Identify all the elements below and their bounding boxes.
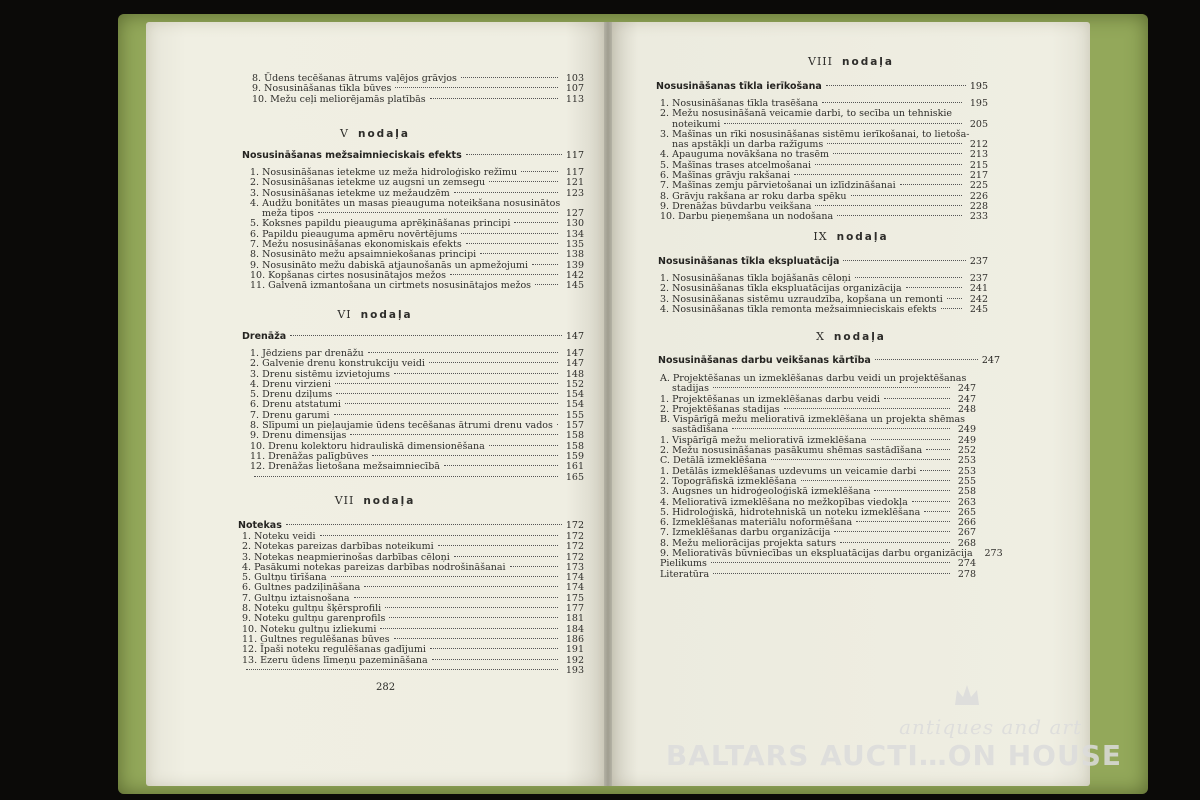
chapter-viii-entries (660, 99, 988, 223)
toc-entry-title: Pielikums (660, 558, 707, 570)
leader-dots (834, 531, 950, 532)
toc-entry-page: 155 (565, 409, 584, 421)
toc-entry-title: 11. Gultnes regulēšanas būves (242, 633, 390, 645)
toc-entry-title: stadijas (672, 383, 709, 395)
chapter-x-title: Nosusināšanas darbu veikšanas kārtība 247 (658, 355, 1000, 366)
leader-dots (713, 387, 950, 388)
toc-entry-page: 134 (565, 228, 584, 240)
leader-dots (432, 659, 558, 660)
toc-entry-page: 255 (957, 475, 976, 487)
toc-entry-title: 5. Koksnes papildu pieauguma aprēķināšanas principi (250, 218, 511, 230)
toc-entry-page: 127 (565, 208, 584, 220)
toc-entry-page: 130 (565, 218, 584, 230)
leader-dots (454, 192, 558, 193)
toc-entry-page: 205 (969, 118, 988, 130)
leader-dots (354, 597, 558, 598)
toc-entry-page: 139 (565, 259, 584, 271)
toc-entry-title: 1. Nosusināšanas ietekme uz meža hidroloģisko režīmu (250, 167, 518, 178)
leader-dots (454, 556, 558, 557)
toc-entry-title: 6. Mašīnas grāvju rakšanai (660, 170, 791, 182)
toc-entry-title: 5. Drenu dziļums (250, 389, 333, 401)
leader-dots (947, 298, 962, 299)
toc-entry-page: 217 (969, 170, 988, 182)
toc-entry-page: 247 (957, 383, 976, 395)
toc-entry-title: nas apstākļi un darba ražīgums (672, 139, 824, 151)
toc-entry-page: 154 (565, 389, 584, 401)
toc-entry-page: 172 (565, 531, 584, 542)
leader-dots (334, 414, 558, 415)
chapter-x-entries (660, 373, 1003, 580)
toc-entry-page: 273 (984, 548, 1003, 560)
toc-entry-title: 5. Mašīnas trases atcelmošanai (660, 159, 812, 171)
leader-dots (827, 143, 962, 144)
leader-dots (732, 428, 950, 429)
chapter-viii-heading: VIII nodaļa (808, 55, 894, 68)
toc-entry-page: 274 (957, 558, 976, 570)
toc-entry-title: 1. Projektēšanas un izmeklēšanas darbu veidi (660, 393, 880, 405)
toc-entry (660, 570, 976, 580)
toc-entry-page: 215 (969, 159, 988, 171)
toc-entry (250, 473, 584, 483)
leader-dots (521, 171, 558, 172)
leader-dots (368, 352, 558, 353)
chapter-ix-heading: IX nodaļa (813, 230, 889, 243)
chapter-x-heading: X nodaļa (816, 330, 886, 343)
leader-dots (444, 465, 558, 466)
leader-dots (364, 586, 558, 587)
leader-dots (461, 77, 558, 78)
leader-dots (510, 566, 558, 567)
toc-entry-title: 8. Grāvju rakšana ar roku darba spēku (660, 190, 847, 202)
toc-entry-page: 248 (957, 403, 976, 415)
leader-dots (395, 87, 558, 88)
toc-entry (660, 305, 988, 315)
leader-dots (711, 562, 950, 563)
toc-entry-title: 8. Noteku gultņu šķērsprofili (242, 603, 382, 615)
leader-dots (466, 243, 558, 244)
toc-entry-page: 157 (565, 420, 584, 432)
leader-dots (801, 480, 950, 481)
leader-dots (429, 362, 558, 363)
chapter-vii-entries (242, 532, 584, 676)
leader-dots (840, 542, 950, 543)
toc-entry-title: 3. Drenu sistēmu izvietojums (250, 368, 391, 380)
toc-entry-title: 10. Kopšanas cirtes nosusinātajos mežos (250, 269, 447, 281)
toc-entry-page: 145 (565, 280, 584, 292)
toc-entry-title: sastādīšana (672, 424, 729, 436)
toc-entry-title: noteikumi (672, 118, 721, 130)
leader-dots (380, 628, 558, 629)
leader-dots (874, 490, 950, 491)
toc-entry-page: 186 (565, 633, 584, 645)
chapter-vi-heading: VI nodaļa (337, 308, 413, 321)
toc-entry-title: 12. Īpaši noteku regulēšanas gadījumi (242, 644, 426, 656)
toc-entry-title: 2. Galvenie drenu konstrukciju veidi (250, 358, 425, 370)
toc-entry-title: 12. Drenāžas lietošana mežsaimniecībā (250, 461, 440, 473)
toc-entry-page: 212 (969, 139, 988, 151)
toc-entry-title: 3. Augsnes un hidroģeoloģiskā izmeklēšana (660, 486, 871, 498)
toc-entry-page: 159 (565, 450, 584, 462)
toc-entry-title: 7. Gultņu iztaisnošana (242, 592, 350, 604)
leader-dots (926, 449, 950, 450)
watermark-tagline: antiques and art (899, 715, 1082, 739)
toc-entry-page: 173 (565, 561, 584, 573)
toc-entry-title: 9. Nosusināto mežu dabiskā atjaunošanās un apmežojumi (250, 259, 529, 271)
toc-entry (250, 462, 584, 472)
toc-entry-title: 1. Jēdziens par drenāžu (250, 348, 364, 359)
leader-dots (385, 607, 558, 608)
leader-dots (430, 98, 558, 99)
chapter-vii-heading: VII nodaļa (334, 494, 416, 507)
leader-dots (246, 669, 558, 670)
leader-dots (713, 573, 950, 574)
chapter-v-title: Nosusināšanas mežsaimnieciskais efekts 117 (242, 150, 584, 161)
leader-dots (837, 215, 962, 216)
toc-entry-page: 158 (565, 430, 584, 442)
toc-entry-title: 9. Noteku gultņu garenprofils (242, 613, 386, 625)
toc-entry-title: 9. Meliorativās būvniecības un ekspluatācijas darbu organizācija (660, 548, 973, 560)
toc-entry-page: 193 (565, 664, 584, 676)
toc-entry-page: 192 (565, 654, 584, 666)
toc-entry-page: 249 (957, 434, 976, 446)
toc-entry-title: 7. Drenu garumi (250, 409, 330, 421)
toc-entry-title: 6. Izmeklēšanas materiālu noformēšana (660, 517, 853, 529)
toc-entry-page: 135 (565, 239, 584, 251)
toc-entry-page: 175 (565, 592, 584, 604)
leader-dots (924, 511, 950, 512)
leader-dots (833, 153, 962, 154)
page-number: 282 (376, 682, 396, 693)
toc-entry-title: 1. Detālās izmeklēšanas uzdevums un veicamie darbi (660, 465, 917, 477)
leader-dots (335, 383, 558, 384)
toc-entry-page: 233 (969, 211, 988, 223)
toc-entry-title: 8. Slīpumi un pieļaujamie ūdens tecēšanas ātrumi drenu vados (250, 420, 553, 432)
toc-entry-title: 4. Pasākumi notekas pareizas darbības nodrošināšanai (242, 561, 506, 573)
toc-entry-page: 161 (565, 461, 584, 473)
toc-entry-page: 247 (957, 393, 976, 405)
toc-entry-title: 2. Nosusināšanas ietekme uz augsni un zemsegu (250, 177, 486, 189)
toc-entry-page: 184 (565, 623, 584, 635)
toc-entry-page: 195 (969, 98, 988, 109)
leader-dots (906, 287, 962, 288)
leader-dots (389, 617, 558, 618)
chapter-v-heading: V nodaļa (340, 127, 410, 140)
toc-entry-page: 267 (957, 527, 976, 539)
toc-entry-title: 13. Ezeru ūdens līmeņu pazemināšana (242, 654, 428, 666)
toc-entry-title: 5. Gultņu tīrīšana (242, 572, 327, 584)
leader-dots (430, 648, 558, 649)
crown-icon (952, 681, 982, 711)
chapter-vi-entries (250, 349, 584, 483)
toc-entry-page: 252 (957, 445, 976, 457)
leader-dots (489, 445, 558, 446)
toc-entry-title: 4. Drenu virzieni (250, 378, 331, 390)
right-page (612, 22, 1090, 786)
leader-dots (794, 174, 962, 175)
leader-dots (438, 545, 558, 546)
toc-entry-title: 5. Hidroloģiskā, hidrotehniskā un noteku izmeklēšana (660, 506, 921, 518)
toc-entry-title: 3. Nosusināšanas ietekme uz mežaudzēm (250, 187, 450, 199)
toc-entry-title: 3. Notekas neapmierinošas darbības cēloņi (242, 551, 450, 563)
toc-entry-title: 9. Nosusināšanas tīkla būves (252, 83, 392, 95)
toc-entry-title: 10. Noteku gultņu izliekumi (242, 623, 377, 635)
toc-entry (660, 548, 1003, 560)
leader-dots (450, 274, 558, 275)
leader-dots (331, 576, 558, 577)
leader-dots (822, 102, 962, 103)
toc-entry-page: 242 (969, 293, 988, 305)
toc-entry-title: 10. Mežu ceļi meliorējamās platībās (252, 93, 426, 105)
toc-entry-page: 103 (565, 73, 584, 84)
leader-dots (851, 195, 962, 196)
toc-entry-title: 2. Mežu nosusināšanas pasākumu shēmas sastādīšana (660, 445, 923, 457)
leader-dots (345, 403, 558, 404)
leader-dots (920, 470, 950, 471)
toc-entry (242, 666, 584, 676)
toc-entry-title: 3. Nosusināšanas sistēmu uzraudzība, kopšana un remonti (660, 293, 943, 305)
toc-entry-page: 107 (565, 83, 584, 95)
toc-entry-title: 1. Vispārīgā mežu meliorativā izmeklēšana (660, 434, 867, 446)
toc-entry-title: 3. Mašīnas un rīki nosusināšanas sistēmu ierīkošanai, to lietoša- (660, 128, 970, 140)
chapter-viii-title: Nosusināšanas tīkla ierīkošana 195 (656, 81, 988, 92)
leader-dots (532, 264, 558, 265)
toc-entry-title: 9. Drenu dimensijas (250, 430, 347, 442)
toc-entry-page: 174 (565, 572, 584, 584)
toc-entry-page: 113 (565, 93, 584, 105)
toc-entry-page: 177 (565, 603, 584, 615)
toc-entry-title: A. Projektēšanas un izmeklēšanas darbu veidi un projektēšanas (660, 373, 967, 384)
toc-entry (660, 212, 988, 222)
toc-entry-title: 10. Darbu pieņemšana un nodošana (660, 211, 834, 223)
toc-entry-page: 172 (565, 551, 584, 563)
toc-entry-page: 138 (565, 249, 584, 261)
toc-entry-title: Literatūra (660, 568, 710, 580)
toc-entry-title: 11. Galvenā izmantošana un cirtmets nosusinātajos mežos (250, 280, 532, 292)
toc-entry-title: 4. Meliorativā izmeklēšana no mežkopības viedokļa (660, 496, 908, 508)
toc-entry-title: 4. Nosusināšanas tīkla remonta mežsaimnieciskais efekts (660, 303, 937, 315)
chapter-vii-title: Notekas 172 (238, 520, 584, 531)
leader-dots (724, 123, 962, 124)
toc-entry-title: 6. Papildu pieauguma apmēru novērtējums (250, 228, 458, 240)
leader-dots (815, 205, 962, 206)
toc-entry-page: 278 (957, 568, 976, 580)
leader-dots (771, 459, 950, 460)
toc-entry-title: 2. Notekas pareizas darbības noteikumi (242, 541, 434, 553)
toc-entry-page: 241 (969, 283, 988, 295)
chapter-vi-title: Drenāža 147 (242, 331, 584, 342)
left-page (146, 22, 604, 786)
toc-entry-page: 258 (957, 486, 976, 498)
toc-entry-title: 10. Drenu kolektoru hidrauliskā dimensionēšana (250, 440, 485, 452)
chapter-ix-entries (660, 274, 988, 315)
toc-entry-title: 8. Nosusināto mežu apsaimniekošanas principi (250, 249, 477, 261)
leader-dots (871, 439, 950, 440)
toc-entry-page: 265 (957, 506, 976, 518)
toc-entry-title: 2. Topogrāfiskā izmeklēšana (660, 475, 797, 487)
leader-dots (372, 455, 558, 456)
toc-entry-page: 237 (969, 273, 988, 284)
leader-dots (784, 408, 950, 409)
toc-entry-page: 213 (969, 149, 988, 161)
toc-entry-title: 7. Izmeklēšanas darbu organizācija (660, 527, 831, 539)
toc-entry-title: 7. Mašīnas zemju pārvietošanai un izlīdzināšanai (660, 180, 896, 192)
leader-dots (815, 164, 962, 165)
toc-entry-page: 191 (565, 644, 584, 656)
leader-dots (489, 181, 558, 182)
toc-entry-page: 165 (565, 471, 584, 483)
leader-dots (254, 476, 558, 477)
toc-entry-page: 121 (565, 177, 584, 189)
toc-entry-title: 7. Mežu nosusināšanas ekonomiskais efekts (250, 239, 462, 251)
toc-entry-page: 245 (969, 303, 988, 315)
toc-entry-page: 154 (565, 399, 584, 411)
leader-dots (320, 535, 558, 536)
toc-entry-title: 11. Drenāžas palīgbūves (250, 450, 369, 462)
toc-entry-page: 266 (957, 517, 976, 529)
leader-dots (394, 373, 558, 374)
left-top-entries (252, 74, 584, 105)
toc-entry-page: 225 (969, 180, 988, 192)
toc-entry-page: 268 (957, 537, 976, 549)
toc-entry-title: 1. Nosusināšanas tīkla trasēšana (660, 98, 819, 109)
toc-entry-page: 152 (565, 378, 584, 390)
toc-entry-page: 253 (957, 455, 976, 467)
chapter-ix-title: Nosusināšanas tīkla ekspluatācija 237 (658, 256, 988, 267)
toc-entry-title: 8. Mežu meliorācijas projekta saturs (660, 537, 837, 549)
toc-entry-page: 174 (565, 582, 584, 594)
leader-dots (557, 424, 558, 425)
toc-entry-title: 1. Noteku veidi (242, 531, 316, 542)
toc-entry-title: C. Detālā izmeklēšana (660, 455, 767, 467)
toc-entry-page: 148 (565, 368, 584, 380)
toc-entry-page: 147 (565, 348, 584, 359)
toc-entry-title: 9. Drenāžas būvdarbu veikšana (660, 200, 812, 212)
leader-dots (514, 222, 558, 223)
leader-dots (318, 212, 558, 213)
toc-entry-page: 158 (565, 440, 584, 452)
toc-entry-title: 2. Projektēšanas stadijas (660, 403, 780, 415)
leader-dots (900, 184, 962, 185)
toc-entry-title: 4. Audžu bonitātes un masas pieauguma noteikšana nosusinātos (250, 197, 561, 209)
toc-entry-page: 181 (565, 613, 584, 625)
toc-entry-page: 253 (957, 465, 976, 477)
toc-entry (250, 281, 584, 291)
toc-entry-title: 6. Gultnes padziļināšana (242, 582, 361, 594)
toc-entry (252, 95, 584, 105)
leader-dots (461, 233, 558, 234)
chapter-v-entries (250, 168, 584, 292)
toc-entry-title: 2. Mežu nosusināšanā veicamie darbi, to secība un tehniskie (660, 108, 953, 120)
toc-entry-title: 2. Nosusināšanas tīkla ekspluatācijas organizācija (660, 283, 902, 295)
leader-dots (884, 398, 950, 399)
watermark-brand: BALTARS AUCTI…ON HOUSE (666, 739, 1122, 772)
toc-entry-page: 123 (565, 187, 584, 199)
leader-dots (856, 521, 950, 522)
toc-entry-title: meža tipos (262, 208, 314, 220)
toc-entry-page: 147 (565, 358, 584, 370)
leader-dots (336, 393, 558, 394)
toc-entry-page: 263 (957, 496, 976, 508)
toc-entry-page: 228 (969, 200, 988, 212)
toc-entry-page: 117 (565, 167, 584, 178)
leader-dots (394, 638, 558, 639)
toc-entry-title: 4. Apauguma novākšana no trasēm (660, 149, 830, 161)
toc-entry-title: 6. Drenu atstatumi (250, 399, 341, 411)
leader-dots (941, 308, 962, 309)
toc-entry-page: 172 (565, 541, 584, 553)
toc-entry-title: B. Vispārīgā mežu meliorativā izmeklēšana un projekta shēmas (660, 414, 966, 426)
auction-house-watermark (666, 715, 1122, 772)
leader-dots (855, 277, 962, 278)
toc-entry-page: 249 (957, 424, 976, 436)
toc-entry-page: 142 (565, 269, 584, 281)
toc-entry-title: 8. Ūdens tecēšanas ātrums vaļējos grāvjos (252, 73, 457, 84)
toc-entry (242, 656, 584, 666)
leader-dots (350, 434, 558, 435)
leader-dots (480, 253, 558, 254)
leader-dots (535, 284, 558, 285)
toc-entry-page: 226 (969, 190, 988, 202)
leader-dots (912, 501, 950, 502)
toc-entry-title: 1. Nosusināšanas tīkla bojāšanās cēloņi (660, 273, 851, 284)
